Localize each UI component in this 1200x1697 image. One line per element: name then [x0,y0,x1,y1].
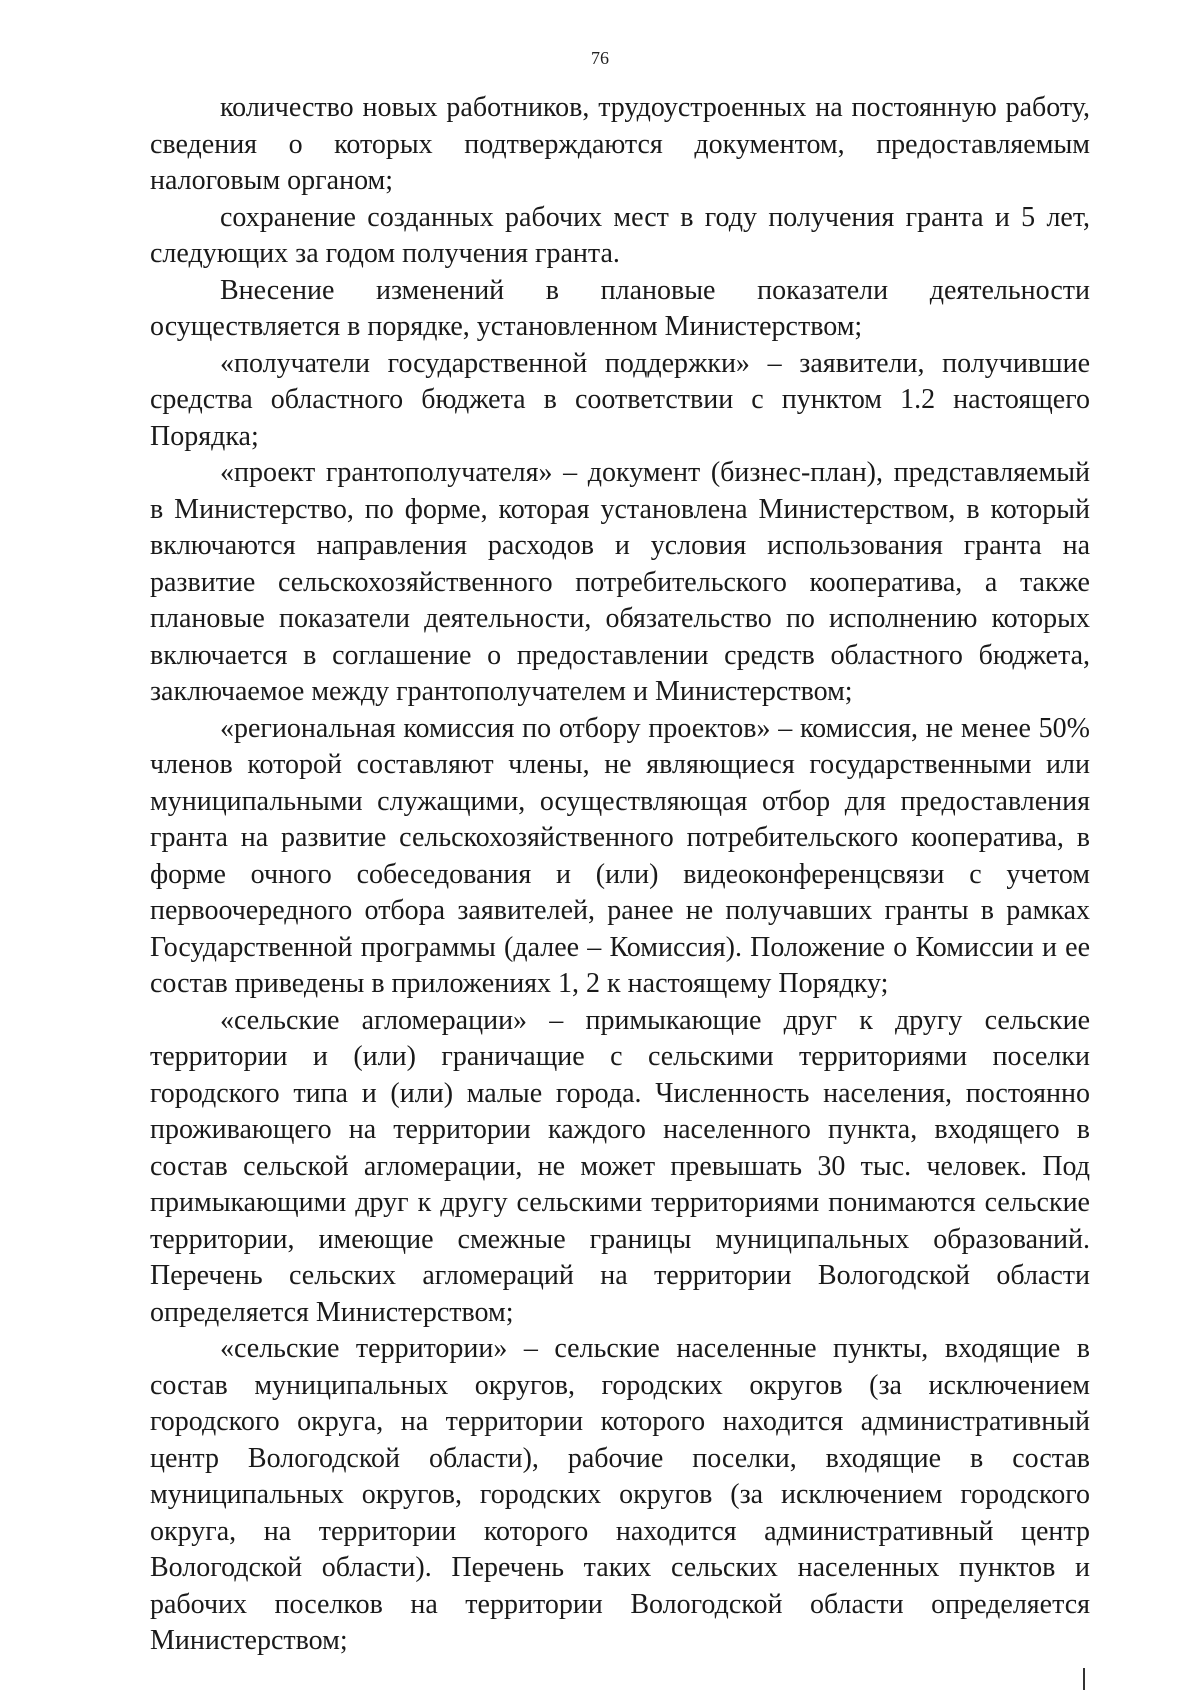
scan-edge-mark [1083,1668,1085,1690]
paragraph-grantee-project: «проект грантополучателя» – документ (бизнес-план), представляемый в Министерство, по форме, которая установлена Министерством, в который включаются направления расходов и условия использования гранта на развитие сельскохозяйственного потребительского кооператива, а также плановые показатели деятельности, обязательство по исполнению которых включается в соглашение о предоставлении средств областного бюджета, заключаемое между грантополучателем и Министерством; [150,457,1090,707]
paragraph-indicator-changes: Внесение изменений в плановые показатели деятельности осуществляется в порядке, установленном Министерством; [150,274,1090,342]
paragraph-rural-territories: «сельские территории» – сельские населенные пункты, входящие в состав муниципальных округов, городских округов (за исключением городского округа, на территории которого находится административный центр Вологодской области), рабочие поселки, входящие в состав муниципальных округов, городских округов (за исключением городского округа, на территории которого находится административный центр Вологодской области). Перечень таких сельских населенных пунктов и рабочих поселков на территории Вологодской области определяется Министерством; [150,1333,1090,1656]
paragraph-regional-commission: «региональная комиссия по отбору проектов» – комиссия, не менее 50% членов которой составляют члены, не являющиеся государственными или муниципальными служащими, осуществляющая отбор для предоставления гранта на развитие сельскохозяйственного потребительского кооператива, в форме очного собеседования и (или) видеоконференцсвязи с учетом первоочередного отбора заявителей, ранее не получавших гранты в рамках Государственной программы (далее – Комиссия). Положение о Комиссии и ее состав приведены в приложениях 1, 2 к настоящему Порядку; [150,712,1090,999]
paragraph-new-workers: количество новых работников, трудоустроенных на постоянную работу, сведения о которых подтверждаются документом, предоставляемым налоговым органом; [150,92,1090,196]
paragraph-support-recipients: «получатели государственной поддержки» – заявители, получившие средства областного бюджета в соответствии с пунктом 1.2 настоящего Порядка; [150,347,1090,452]
paragraph-rural-agglomerations: «сельские агломерации» – примыкающие друг к другу сельские территории и (или) граничащие с сельскими территориями поселки городского типа и (или) малые города. Численность населения, постоянно проживающего на территории каждого населенного пункта, входящего в состав сельской агломерации, не может превышать 30 тыс. человек. Под примыкающими друг к другу сельскими территориями понимаются сельские территории, имеющие смежные границы муниципальных образований. Перечень сельских агломераций на территории Вологодской области определяется Министерством; [150,1004,1090,1328]
page-number: 76 [591,48,609,68]
document-body [150,90,1090,1660]
paragraph-job-retention: сохранение созданных рабочих мест в году получения гранта и 5 лет, следующих за годом получения гранта. [150,201,1090,269]
